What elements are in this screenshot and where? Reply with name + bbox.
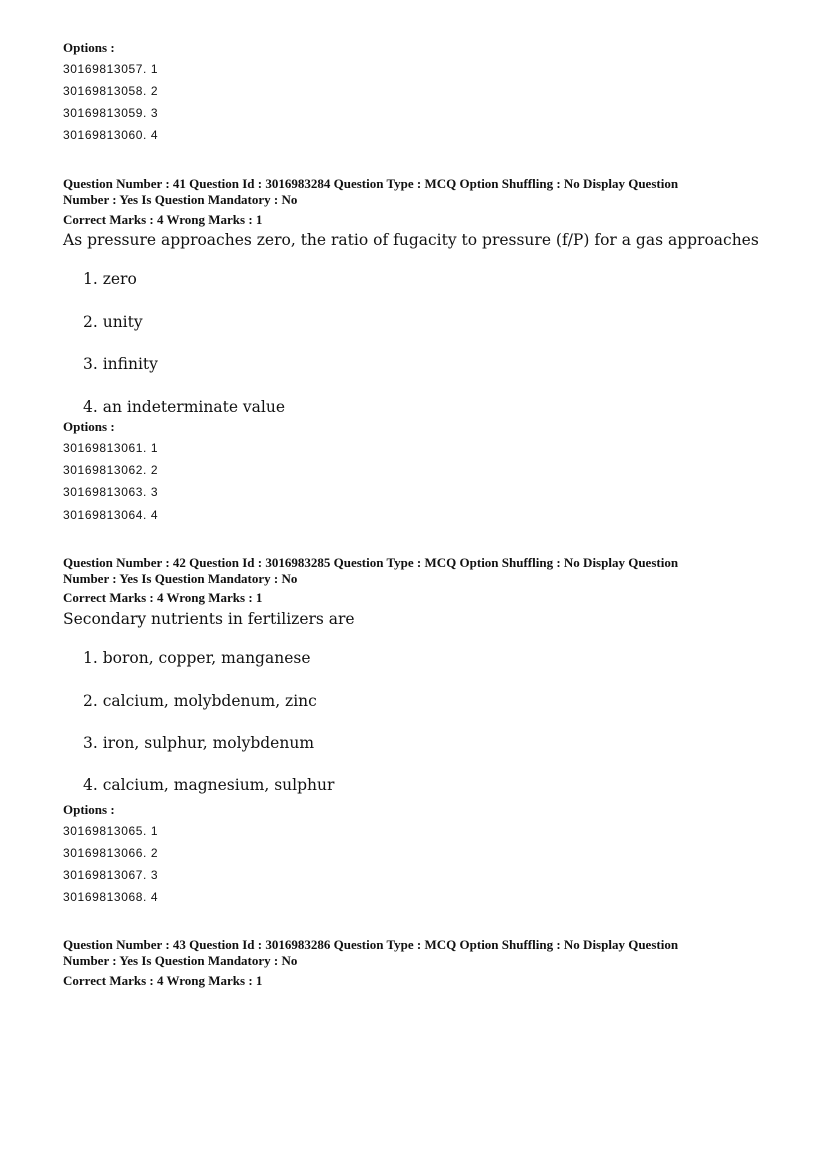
option-id: 30169813058. 2 [63,84,159,98]
question-meta-line: Number : Yes Is Question Mandatory : No [63,571,298,586]
option-id: 30169813064. 4 [63,508,159,522]
option-id: 30169813059. 3 [63,106,159,120]
options-label: Options : [63,40,115,55]
question-42-choice: 4. calcium, magnesium, sulphur [83,776,335,794]
question-meta-line: Number : Yes Is Question Mandatory : No [63,192,298,207]
question-meta-line: Number : Yes Is Question Mandatory : No [63,953,298,968]
question-41-choice: 3. infinity [83,355,158,373]
question-42-text: Secondary nutrients in fertilizers are [63,610,355,628]
question-42-choice: 3. iron, sulphur, molybdenum [83,734,315,752]
option-id: 30169813057. 1 [63,62,159,76]
question-meta-line: Question Number : 41 Question Id : 3016983284 Question Type : MCQ Option Shuffling : No Display Question [63,176,679,191]
question-41-choice: 1. zero [83,270,137,288]
options-label: Options : [63,419,115,434]
question-42-meta [63,555,763,587]
option-id: 30169813062. 2 [63,463,159,477]
question-43-marks: Correct Marks : 4 Wrong Marks : 1 [63,973,263,988]
option-id: 30169813067. 3 [63,868,159,882]
option-id: 30169813060. 4 [63,128,159,142]
question-41-choice: 2. unity [83,313,143,331]
question-41-meta [63,176,763,208]
question-43-meta [63,937,763,969]
question-42-marks: Correct Marks : 4 Wrong Marks : 1 [63,590,263,605]
question-42-choice: 1. boron, copper, manganese [83,649,311,667]
question-42-choice: 2. calcium, molybdenum, zinc [83,692,317,710]
option-id: 30169813061. 1 [63,441,159,455]
question-41-text: As pressure approaches zero, the ratio of fugacity to pressure (f/P) for a gas approaches [63,231,759,249]
question-41-choice: 4. an indeterminate value [83,398,286,416]
option-id: 30169813065. 1 [63,824,159,838]
option-id: 30169813066. 2 [63,846,159,860]
question-meta-line: Question Number : 42 Question Id : 3016983285 Question Type : MCQ Option Shuffling : No Display Question [63,555,679,570]
question-41-marks: Correct Marks : 4 Wrong Marks : 1 [63,212,263,227]
options-label: Options : [63,802,115,817]
question-meta-line: Question Number : 43 Question Id : 3016983286 Question Type : MCQ Option Shuffling : No Display Question [63,937,679,952]
option-id: 30169813063. 3 [63,485,159,499]
option-id: 30169813068. 4 [63,890,159,904]
